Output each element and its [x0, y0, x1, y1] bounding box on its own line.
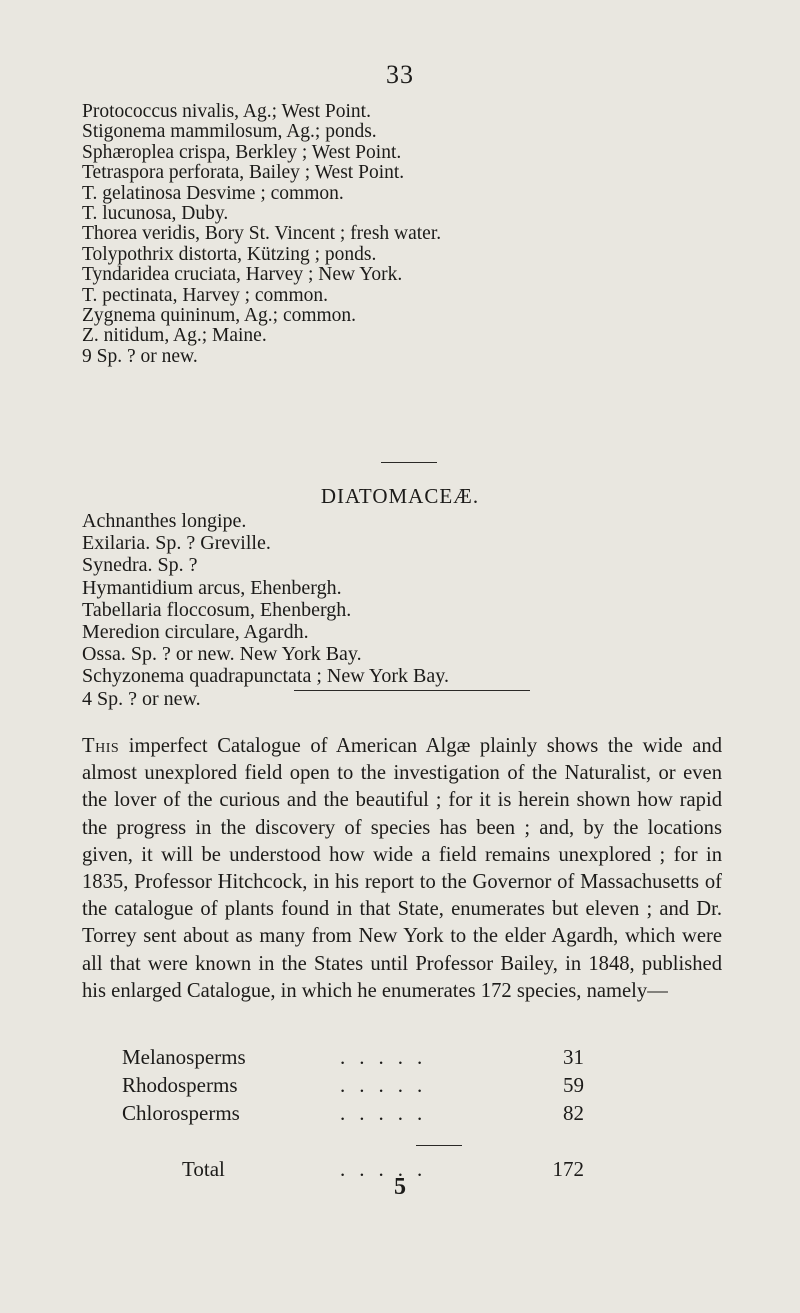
- section-divider: [381, 462, 437, 463]
- diatom-entry: Synedra. Sp. ?: [82, 554, 198, 577]
- leader-dots: .....: [340, 1157, 437, 1181]
- section-heading-diatomaceae: DIATOMACEÆ.: [320, 484, 480, 508]
- species-entry: Sphæroplea crispa, Berkley ; West Point.: [82, 141, 402, 163]
- diatom-entry: 4 Sp. ? or new.: [82, 687, 201, 710]
- species-entry: Thorea veridis, Bory St. Vincent ; fresh water.: [82, 223, 442, 245]
- tally-value: 31: [563, 1045, 584, 1069]
- summary-paragraph: [82, 733, 722, 1005]
- diatom-entry: Hymantidium arcus, Ehenbergh.: [82, 576, 342, 599]
- page-number: 33: [386, 60, 414, 89]
- leader-dots: .....: [340, 1045, 437, 1069]
- diatom-entry: Exilaria. Sp. ? Greville.: [82, 532, 271, 555]
- tally-label: Rhodosperms: [122, 1073, 238, 1097]
- species-entry: Tyndaridea cruciata, Harvey ; New York.: [82, 264, 403, 286]
- species-list: [82, 102, 722, 367]
- total-value: 172: [552, 1157, 584, 1181]
- diatom-entry: Ossa. Sp. ? or new. New York Bay.: [82, 643, 362, 666]
- species-entry: Tetraspora perforata, Bailey ; West Point.: [82, 162, 405, 184]
- species-entry: Tolypothrix distorta, Kützing ; ponds.: [82, 243, 377, 265]
- species-entry: 9 Sp. ? or new.: [82, 345, 198, 367]
- tally-value: 59: [563, 1073, 584, 1097]
- leader-dots: .....: [340, 1101, 437, 1125]
- tally-value: 82: [563, 1101, 584, 1125]
- diatom-entry: Achnanthes longipe.: [82, 510, 247, 532]
- species-entry: T. lucunosa, Duby.: [82, 203, 229, 225]
- species-entry: Zygnema quininum, Ag.; common.: [82, 305, 357, 327]
- signature-mark: 5: [394, 1174, 406, 1200]
- diatom-entry: Tabellaria floccosum, Ehenbergh.: [82, 598, 352, 621]
- total-rule: [416, 1145, 462, 1146]
- species-entry: T. pectinata, Harvey ; common.: [82, 284, 329, 306]
- species-entry: Protococcus nivalis, Ag.; West Point.: [82, 101, 371, 122]
- diatom-entry: Schyzonema quadrapunctata ; New York Bay.: [82, 665, 449, 688]
- species-entry: T. gelatinosa Desvime ; common.: [82, 182, 344, 204]
- paragraph-body: imperfect Catalogue of American Algæ plainly shows the wide and almost unexplored field open to the investigation of the Naturalist, or even the lover of the curious and the beautiful ; for it is herein shown how rapid the progress in the discovery of species has been ; and, by the locations given, it will be understood how wide a field remains unexplored ; for in 1835, Professor Hitchcock, in his report to the Governor of Massachusetts of the catalogue of plants found in that State, enumerates but eleven ; and Dr. Torrey sent about as many from New York to the elder Agardh, which were all that were known in the States until Professor Bailey, in 1848, published his enlarged Catalogue, in which he enumerates 172 species, namely—: [82, 735, 722, 1002]
- species-entry: Stigonema mammilosum, Ag.; ponds.: [82, 121, 377, 143]
- species-entry: Z. nitidum, Ag.; Maine.: [82, 325, 267, 347]
- tally-label: Chlorosperms: [122, 1101, 240, 1125]
- paragraph-lead-word: This: [82, 735, 120, 757]
- diatom-entry: Meredion circulare, Agardh.: [82, 621, 309, 644]
- total-label: Total: [182, 1157, 225, 1181]
- diatom-list: [82, 510, 722, 710]
- tally-label: Melanosperms: [122, 1045, 246, 1069]
- leader-dots: .....: [340, 1073, 437, 1097]
- section-divider: [294, 690, 530, 691]
